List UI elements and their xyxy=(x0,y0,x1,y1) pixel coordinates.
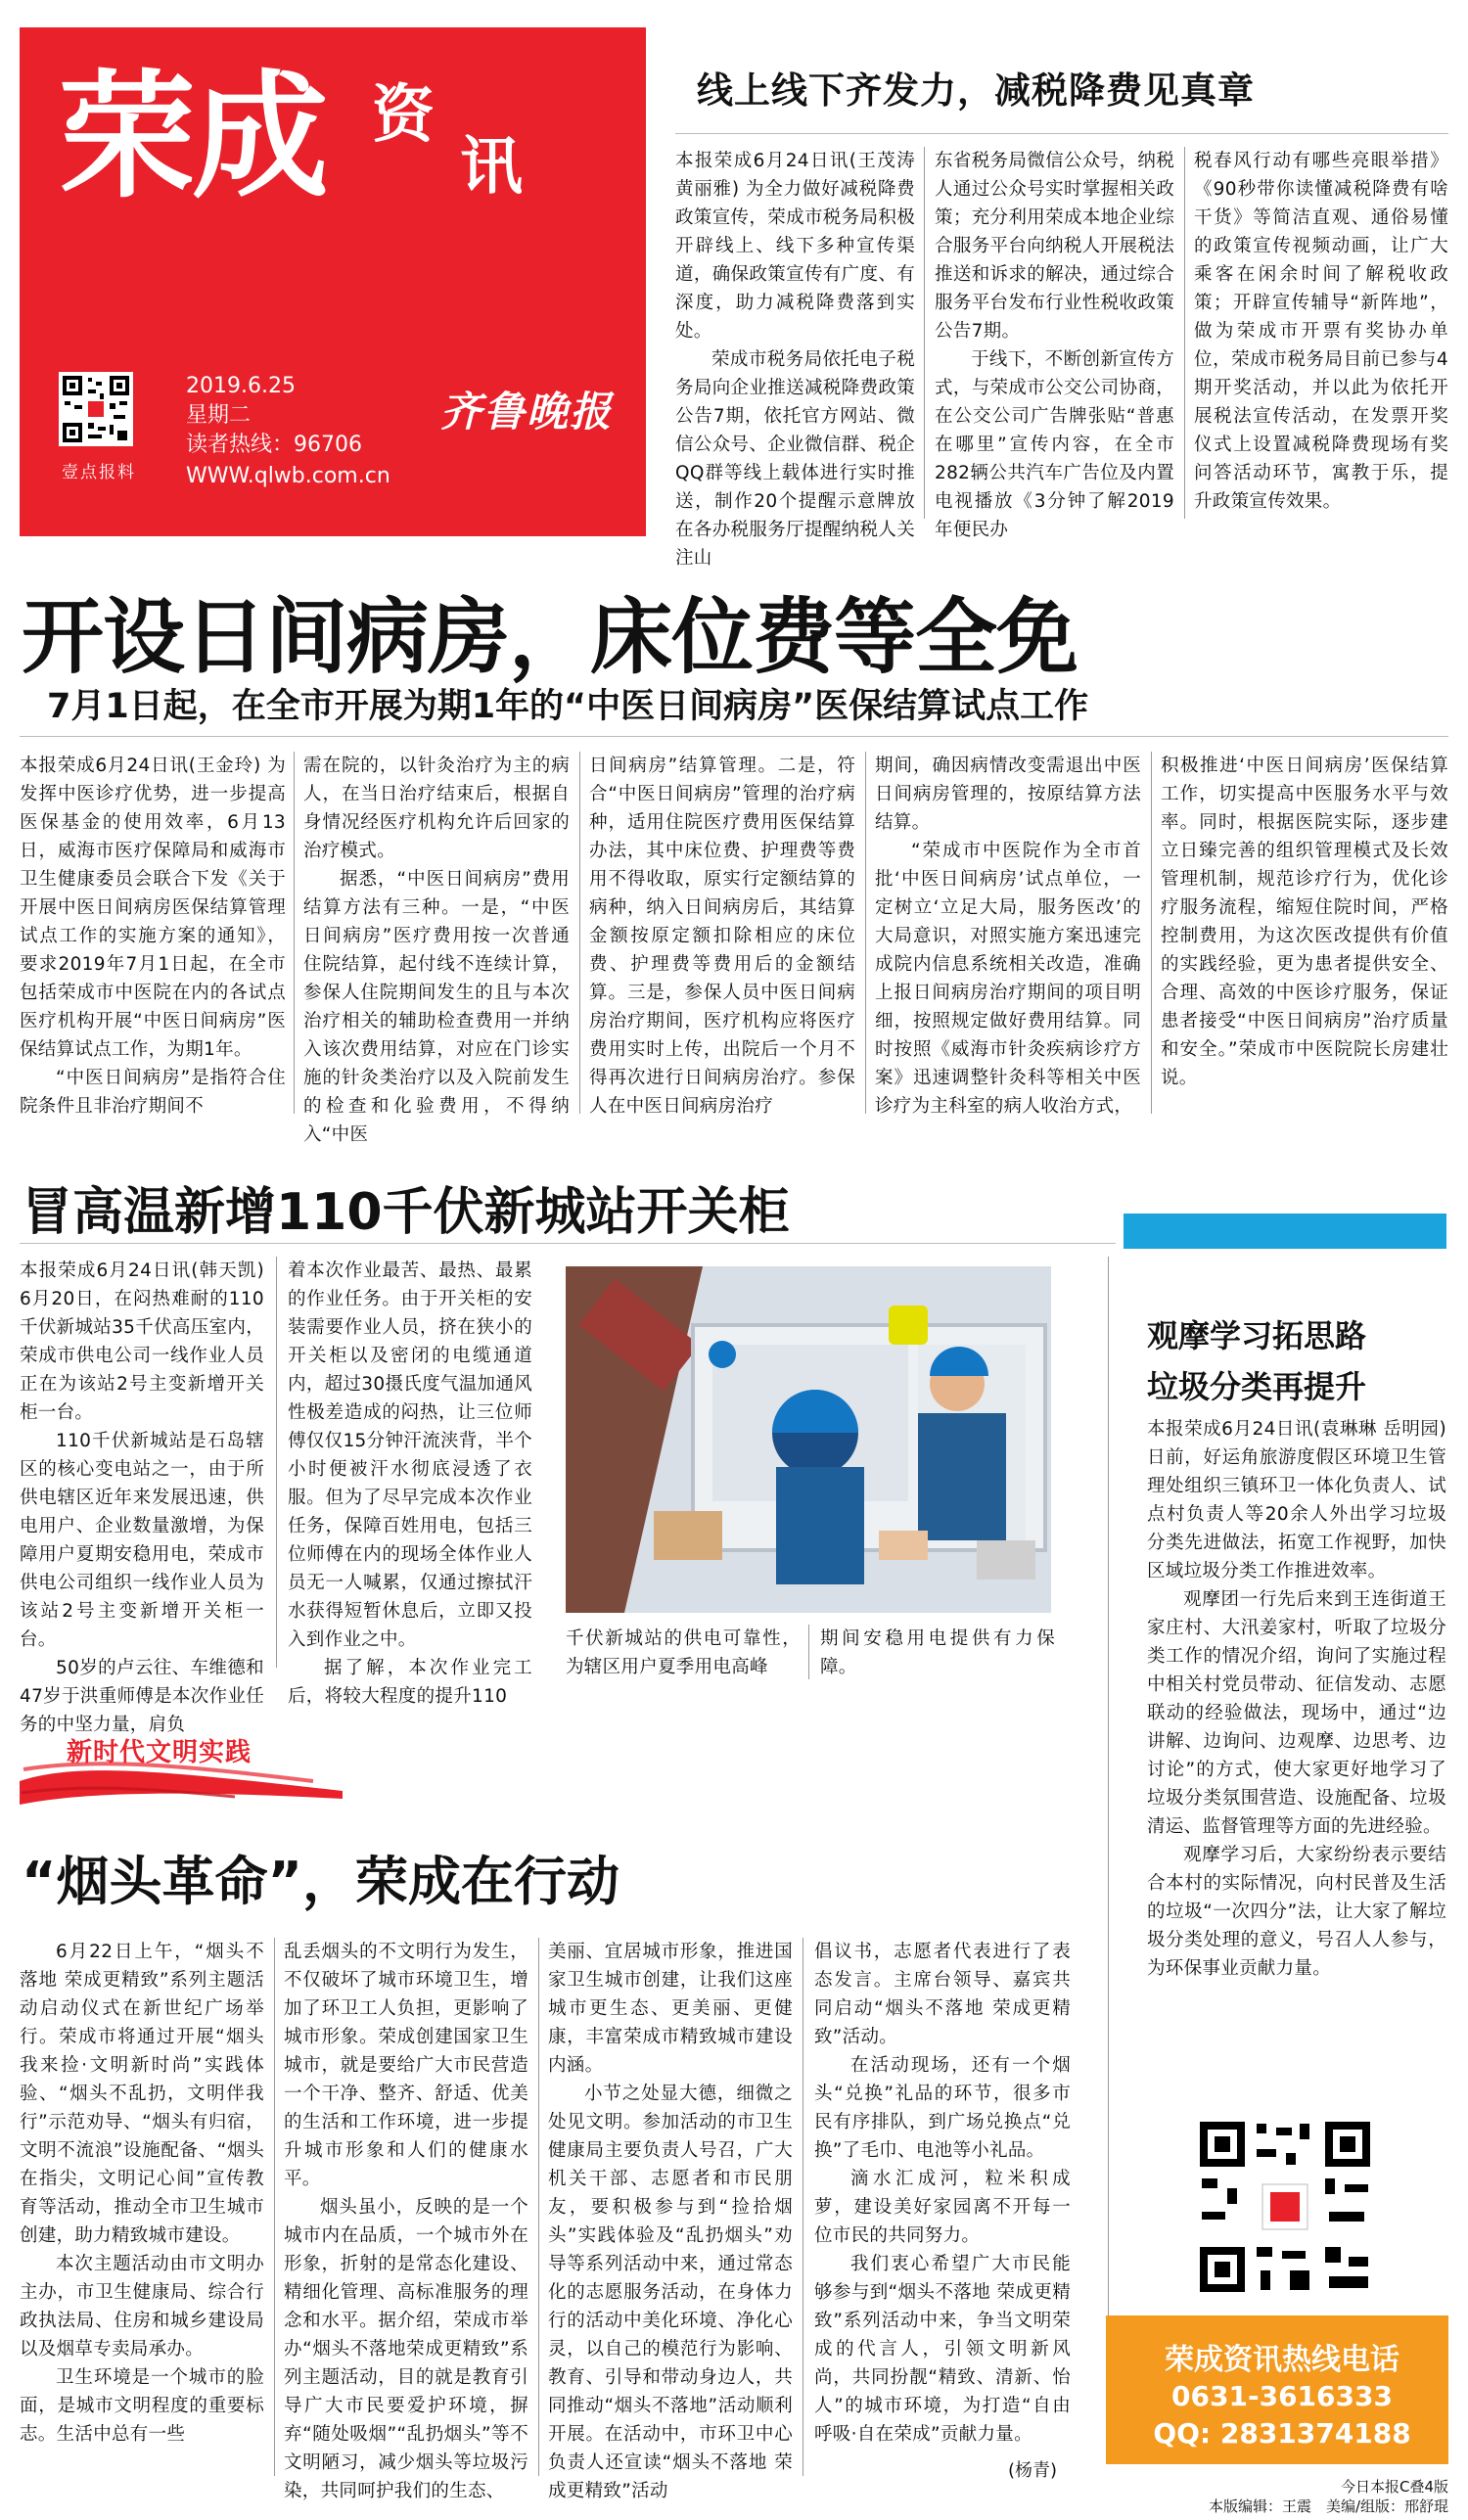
power-col1-p2: 110千伏新城站是石岛辖区的核心变电站之一，由于所供电辖区近年来发展迅速，供电用户、企业数量激增，为保障用户夏期安稳用电，荣成市供电公司组织一线作业人员为该站2号主变新增开关柜一台。 xyxy=(20,1431,264,1650)
hospital-col4-p1: 期间，确因病情改变需退出中医日间病房管理的，按原结算方法结算。 xyxy=(875,756,1141,833)
logo-side-1: 资 xyxy=(372,79,435,152)
logo-side-2: 讯 xyxy=(460,131,523,204)
tax-col2-p2: 于线下，不断创新宣传方式，与荣成市公交公司协商，在公交公司广告牌张贴“普惠在哪里”宣传内容，在全市282辆公共汽车广告位及内置电视播放《3分钟了解2019年便民办 xyxy=(935,349,1174,540)
power-col2-p2: 据了解，本次作业完工后，将较大程度的提升110 xyxy=(288,1658,532,1707)
smoke-col3-p1: 美丽、宜居城市形象，推进国家卫生城市创建，让我们这座城市更生态、更美丽、更健康，丰富荣成市精致城市建设内涵。 xyxy=(548,1942,793,2076)
hospital-col-divider xyxy=(1151,752,1152,1114)
power-col4-p1: 期间安稳用电提供有力保障。 xyxy=(820,1628,1055,1677)
smoke-col-divider xyxy=(538,1938,539,2476)
smoke-col-1 xyxy=(20,1938,264,2486)
power-col3-p1: 千伏新城站的供电可靠性，为辖区用户夏季用电高峰 xyxy=(566,1628,801,1677)
power-col2-p1: 着本次作业最苦、最热、最累的作业任务。由于开关柜的安装需要作业人员，挤在狭小的开关柜以及密闭的电缆通道内，超过30摄氏度气温加通风性极差造成的闷热，让三位师傅仅仅15分钟汗流浃背，半个小时便被汗水彻底浸透了衣服。但为了尽早完成本次作业任务，保障百姓用电，包括三位师傅在内的现场全体作业人员无一人喊累，仅通过擦拭汗水获得短暂休息后，立即又投入到作业之中。 xyxy=(288,1260,532,1650)
hospital-col1-p1: 本报荣成6月24日讯(王金玲) 为发挥中医诊疗优势，进一步提高医保基金的使用效率，6月13日，威海市医疗保障局和威海市卫生健康委员会联合下发《关于开展中医日间病房医保结算管理试点工作的实施方案的通知》，要求2019年7月1日起，在全市包括荣成市中医院在内的各试点医疗机构开展“中医日间病房”医保结算试点工作，为期1年。 xyxy=(20,756,286,1060)
masthead-logo xyxy=(59,58,607,217)
hotline-title: 荣成资讯热线电话 xyxy=(1165,2343,1399,2377)
hotline-phone: 0631-3616333 xyxy=(1171,2380,1393,2412)
smoke-col4-p3: 滴水汇成河，粒米积成萝，建设美好家园离不开每一位市民的共同努力。 xyxy=(814,2169,1071,2246)
smoke-col-3 xyxy=(548,1938,793,2501)
tax-col-2 xyxy=(935,147,1174,540)
tax-col1-p1: 本报荣成6月24日讯(王茂涛 黄丽雅) 为全力做好减税降费政策宣传，荣成市税务局积极开辟线上、线下多种宣传渠道，确保政策宣传有广度、有深度，助力减税降费落到实处。 xyxy=(675,151,915,342)
hospital-col-1 xyxy=(20,752,286,1123)
qr-code-icon xyxy=(1192,2114,1378,2300)
qr-caption: 壹点报料 xyxy=(62,463,136,482)
website-link[interactable]: WWW.qlwb.com.cn xyxy=(186,464,390,488)
hospital-col3-p1: 日间病房”结算管理。二是，符合“中医日间病房”管理的治疗病种，适用住院医疗费用医保结算办法，其中床位费、护理费等费用不得收取，原实行定额结算的病种，纳入日间病房后，其结算金额按原定额扣除相应的床位费、护理费等费用后的金额结算。三是，参保人员中医日间病房治疗期间，医疗机构应将医疗费用实时上传，出院后一个月不得再次进行日间病房治疗。参保人在中医日间病房治疗 xyxy=(589,756,855,1117)
smoke-col4-p4: 我们衷心希望广大市民能够参与到“烟头不落地 荣成更精致”系列活动中来，争当文明荣成的代言人，引领文明新风尚，共同扮靓“精致、清新、怡人”的城市环境，为打造“自由呼吸·自在荣成”贡献力量。 xyxy=(814,2254,1071,2445)
qr-code-icon xyxy=(59,372,133,446)
garbage-p3: 观摩学习后，大家纷纷表示要结合本村的实际情况，向村民普及生活的垃圾“一次四分”法，让大家了解垃圾分类处理的意义，号召人人参与，为环保事业贡献力量。 xyxy=(1147,1845,1446,1979)
hospital-col2-p2: 据悉，“中医日间病房”费用结算方法有三种。一是，“中医日间病房”医疗费用按一次普通住院结算，起付线不连续计算，参保人住院期间发生的且与本次治疗相关的辅助检查费用一并纳入该次费用结算，对应在门诊实施的针灸类治疗以及入院前发生的检查和化验费用，不得纳入“中医 xyxy=(303,869,570,1145)
hotline-qq: QQ: 2831374188 xyxy=(1153,2417,1411,2450)
hospital-col5-p1: 积极推进‘中医日间病房’医保结算工作，切实提高中医服务水平与效率。同时，根据医院实际，逐步建立日臻完善的组织管理模式及长效管理机制，规范诊疗行为，优化诊疗服务流程，缩短住院时间，严格控制费用，为这次医改提供有价值的实践经验，更为患者提供安全、合理、高效的中医诊疗服务，保证患者接受“中医日间病房”治疗质量和安全。”荣成市中医院院长房建壮说。 xyxy=(1161,756,1448,1088)
reader-hotline: 读者热线：96706 xyxy=(186,433,362,457)
footer-line-2: 本版编辑：王震 美编/组版：邢舒琨 xyxy=(1208,2497,1448,2515)
power-col-divider xyxy=(276,1257,277,1668)
smoke-col3-p2: 小节之处显大德，细微之处见文明。参加活动的市卫生健康局主要负责人号召，广大机关干部、志愿者和市民朋友，要积极参与到“捡拾烟头”实践体验及“乱扔烟头”劝导等系列活动中来，通过常态化的志愿服务活动，在身体力行的活动中美化环境、净化心灵，以自己的模范行为影响、教育、引导和带动身边人，共同推动“烟头不落地”活动顺利开展。在活动中，市环卫中心负责人还宣读“烟头不落地 荣成更精致”活动 xyxy=(548,2084,793,2501)
sidebar-divider xyxy=(1108,1257,1109,2323)
tax-col2-p1: 东省税务局微信公众号，纳税人通过公众号实时掌握相关政策；充分利用荣成本地企业综合服务平台向纳税人开展税法推送和诉求的解决，通过综合服务平台发布行业性税收政策公告7期。 xyxy=(935,151,1174,342)
hospital-col-divider xyxy=(865,752,866,1114)
masthead-block xyxy=(20,27,646,536)
hospital-col-4 xyxy=(875,752,1141,1123)
power-title-rule xyxy=(20,1243,1116,1244)
sidebar-qr[interactable] xyxy=(1192,2114,1378,2300)
smoke-article-title: “烟头革命”，荣成在行动 xyxy=(22,1851,619,1912)
section-banner-text: 新时代文明实践 xyxy=(67,1738,252,1767)
hospital-article-title: 开设日间病房，床位费等全免 xyxy=(22,589,1078,685)
tax-col-divider xyxy=(924,147,925,519)
smoke-col-4 xyxy=(814,1938,1071,2456)
footer-line-1: 今日本报C叠4版 xyxy=(1340,2478,1448,2496)
paper-name-logo: 齐鲁晚报 xyxy=(440,388,614,435)
tax-col-divider xyxy=(1184,147,1185,519)
hospital-col1-p2: “中医日间病房”是指符合住院条件且非治疗期间不 xyxy=(20,1068,286,1117)
garbage-title-2: 垃圾分类再提升 xyxy=(1147,1368,1367,1405)
tax-col1-p2: 荣成市税务局依托电子税务局向企业推送减税降费政策公告7期，依托官方网站、微信公众号、企业微信群、税企QQ群等线上载体进行实时推送，制作20个提醒示意牌放在各办税服务厅提醒纳税人关注山 xyxy=(675,349,915,569)
garbage-body xyxy=(1147,1415,1446,2100)
tax-col3-p1: 税春风行动有哪些亮眼举措》《90秒带你读懂减税降费有啥干货》等简洁直观、通俗易懂的政策宣传视频动画，让广大乘客在闲余时间了解税收政策；开辟宣传辅导“新阵地”，做为荣成市开票有奖协办单位，荣成市税务局目前已参与4期开奖活动，并以此为依托开展税法宣传活动，在发票开奖仪式上设置减税降费现场有奖问答活动环节，寓教于乐，提升政策宣传效果。 xyxy=(1194,151,1448,512)
hospital-col-divider xyxy=(579,752,580,1114)
smoke-col1-p1: 6月22日上午，“烟头不落地 荣成更精致”系列主题活动启动仪式在新世纪广场举行。荣成市将通过开展“烟头我来捡·文明新时尚”实践体验、“烟头不乱扔，文明伴我行”示范劝导、“烟头有归宿，文明不流浪”设施配备、“烟头在指尖，文明记心间”宣传教育等活动，推动全市卫生城市创建，助力精致城市建设。 xyxy=(20,1942,264,2246)
power-col1-p1: 本报荣成6月24日讯(韩天凯) 6月20日，在闷热难耐的110千伏新城站35千伏高压室内，荣成市供电公司一线作业人员正在为该站2号主变新增开关柜一台。 xyxy=(20,1260,264,1423)
hotline-box xyxy=(1106,2315,1448,2464)
smoke-col2-p1: 乱丢烟头的不文明行为发生，不仅破坏了城市环境卫生，增加了环卫工人负担，更影响了城市形象。荣成创建国家卫生城市，就是要给广大市民营造一个干净、整齐、舒适、优美的生活和工作环境，进一步提升城市形象和人们的健康水平。 xyxy=(284,1942,528,2189)
garbage-title-1: 观摩学习拓思路 xyxy=(1147,1317,1367,1354)
smoke-col4-p2: 在活动现场，还有一个烟头“兑换”礼品的环节，很多市民有序排队，到广场兑换点“兑换”了毛巾、电池等小礼品。 xyxy=(814,2055,1071,2161)
issue-date: 2019.6.25 xyxy=(186,374,296,398)
hospital-col-2 xyxy=(303,752,570,1145)
hospital-col4-p2: “荣成市中医院作为全市首批‘中医日间病房’试点单位，一定树立‘立足大局，服务医改’的大局意识，对照实施方案迅速完成院内信息系统相关改造，准确上报日间病房治疗期间的项目明细，按照规定做好费用结算。同时按照《威海市针灸疾病诊疗方案》迅速调整针灸科等相关中医诊疗为主科室的病人收治方式， xyxy=(875,841,1141,1117)
power-photo xyxy=(566,1266,1051,1613)
tax-col-3 xyxy=(1194,147,1448,528)
garbage-p2: 观摩团一行先后来到王连街道王家庄村、大汛姜家村，听取了垃圾分类工作的情况介绍，询问了实施过程中相关村党员带动、征信发动、志愿联动的经验做法，现场中，通过“边讲解、边询问、边观摩、边思考、边讨论”的方式，使大家更好地学习了垃圾分类氛围营造、设施配备、垃圾清运、监督管理等方面的先进经验。 xyxy=(1147,1589,1446,1837)
power-article-title: 冒高温新增110千伏新城站开关柜 xyxy=(22,1183,790,1242)
smoke-col1-p3: 卫生环境是一个城市的脸面，是城市文明程度的重要标志。生活中总有一些 xyxy=(20,2367,264,2445)
smoke-col-2 xyxy=(284,1938,528,2501)
power-col-divider xyxy=(808,1625,809,1679)
workers-photo-illustration xyxy=(566,1266,1051,1613)
hospital-col-3 xyxy=(589,752,855,1123)
hospital-article-subtitle: 7月1日起，在全市开展为期1年的“中医日间病房”医保结算试点工作 xyxy=(47,687,1089,726)
power-title-blue-bar xyxy=(1124,1214,1446,1249)
garbage-p1: 本报荣成6月24日讯(袁琳琳 岳明园) 日前，好运角旅游度假区环境卫生管理处组织三镇环卫一体化负责人、试点村负责人等20余人外出学习垃圾分类先进做法，拓宽工作视野，加快区域垃圾分类工作推进效率。 xyxy=(1147,1419,1446,1581)
smoke-col1-p2: 本次主题活动由市文明办主办，市卫生健康局、综合行政执法局、住房和城乡建设局以及烟草专卖局承办。 xyxy=(20,2254,264,2360)
hospital-col-5 xyxy=(1161,752,1448,1123)
power-col1-p3: 50岁的卢云往、车维德和47岁于洪重师傅是本次作业任务的中坚力量，肩负 xyxy=(20,1658,264,1735)
smoke-col4-p1: 倡议书，志愿者代表进行了表态发言。主席台领导、嘉宾共同启动“烟头不落地 荣成更精致”活动。 xyxy=(814,1942,1071,2047)
tax-article-title: 线上线下齐发力，减税降费见真章 xyxy=(697,69,1255,112)
masthead-qr[interactable] xyxy=(59,372,133,446)
smoke-col-divider xyxy=(274,1938,275,2476)
power-col-4 xyxy=(820,1625,1055,1683)
hospital-col-divider xyxy=(294,752,295,1114)
power-col-2 xyxy=(288,1257,532,1707)
power-col-1 xyxy=(20,1257,264,1735)
smoke-byline: (杨青) xyxy=(1008,2460,1058,2481)
logo-main: 荣成 xyxy=(59,58,326,217)
smoke-col2-p2: 烟头虽小，反映的是一个城市内在品质，一个城市外在形象，折射的是常态化建设、精细化管理、高标准服务的理念和水平。据介绍，荣成市举办“烟头不落地荣成更精致”系列主题活动，目的就是教育引导广大市民要爱护环境，摒弃“随处吸烟”“乱扔烟头”等不文明陋习，减少烟头等垃圾污染，共同呵护我们的生态、 xyxy=(284,2197,528,2501)
logo-side-box xyxy=(352,79,573,204)
hospital-col2-p1: 需在院的，以针灸治疗为主的病人，在当日治疗结束后，根据自身情况经医疗机构允许后回家的治疗模式。 xyxy=(303,756,570,861)
issue-weekday: 星期二 xyxy=(186,403,252,428)
section-banner xyxy=(20,1722,343,1810)
power-col-3 xyxy=(566,1625,801,1683)
hospital-title-rule xyxy=(20,736,1448,737)
tax-title-rule xyxy=(675,133,1448,134)
tax-col-1 xyxy=(675,147,915,569)
